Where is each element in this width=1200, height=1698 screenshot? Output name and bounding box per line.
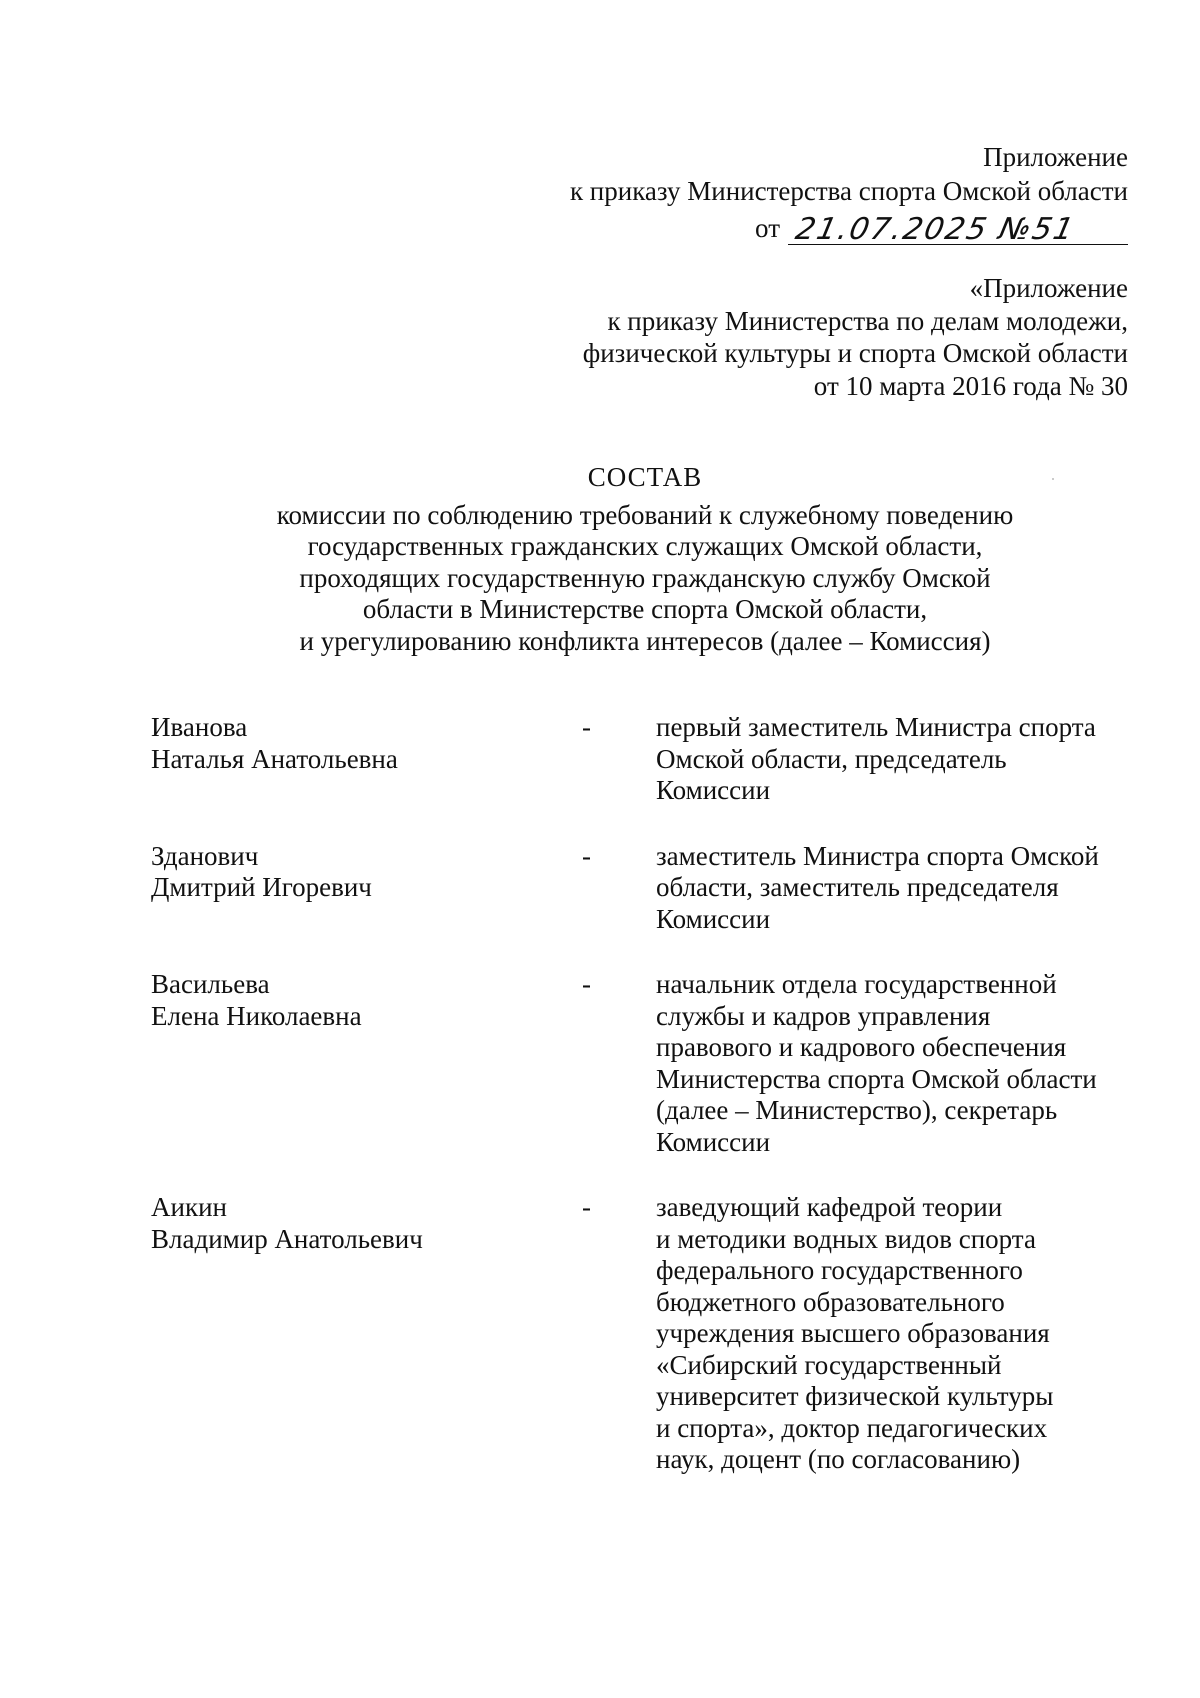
appendix-label: Приложение [983, 142, 1128, 172]
prior-appendix-line: физической культуры и спорта Омской области [582, 338, 1128, 368]
role-line: правового и кадрового обеспечения [656, 1032, 1067, 1062]
role-line: бюджетного образовательного [656, 1286, 1005, 1317]
appendix-order-ref: к приказу Министерства спорта Омской области [569, 176, 1128, 206]
role-line: начальник отдела государственной [656, 969, 1057, 999]
prior-appendix-line: от 10 марта 2016 года № 30 [813, 370, 1128, 401]
title-main: СОСТАВ [587, 462, 703, 492]
role-line: и спорта», доктор педагогических [656, 1412, 1048, 1443]
member-role [656, 1192, 1131, 1476]
member-name [151, 841, 551, 904]
title-line: области в Министерстве спорта Омской области, [362, 594, 928, 624]
title-line: государственных гражданских служащих Омской области, [307, 531, 983, 561]
member-dash: - [582, 840, 591, 871]
member-given-names: Дмитрий Игоревич [151, 872, 372, 902]
prior-appendix-header [583, 272, 1128, 402]
role-line: наук, доцент (по согласованию) [656, 1444, 1021, 1474]
member-entry [151, 969, 1131, 1158]
member-entry [151, 1192, 1131, 1476]
members-list [151, 712, 1131, 1510]
member-role [656, 969, 1131, 1158]
prior-appendix-line: «Приложение [969, 273, 1128, 303]
role-line: Комиссии [656, 775, 771, 805]
role-line: Комиссии [656, 1126, 771, 1157]
role-line: Министерства спорта Омской области [656, 1063, 1097, 1094]
role-line: (далее – Министерство), секретарь [656, 1095, 1058, 1125]
member-name [151, 712, 551, 775]
member-entry [151, 841, 1131, 936]
member-name [151, 969, 551, 1032]
member-given-names: Елена Николаевна [151, 1000, 362, 1031]
member-surname: Зданович [151, 840, 259, 871]
member-name [151, 1192, 551, 1255]
role-line: учреждения высшего образования [656, 1318, 1050, 1348]
document-title [0, 462, 1200, 657]
member-role [656, 841, 1131, 936]
role-line: области, заместитель председателя [656, 872, 1059, 902]
appendix-date-line [570, 210, 1128, 245]
appendix-header [570, 140, 1128, 245]
role-line: Омской области, председатель [656, 743, 1007, 774]
title-line: проходящих государственную гражданскую службу Омской [299, 562, 991, 593]
role-line: университет физической культуры [656, 1381, 1054, 1411]
role-line: заведующий кафедрой теории [656, 1192, 1003, 1222]
role-line: федерального государственного [656, 1255, 1023, 1285]
role-line: Комиссии [656, 903, 771, 934]
member-given-names: Владимир Анатольевич [151, 1223, 423, 1254]
title-line: и урегулированию конфликта интересов (далее – Комиссия) [299, 625, 991, 656]
handwritten-date-number: 21.07.2025 №51 [792, 212, 1079, 247]
member-surname: Аикин [151, 1192, 227, 1222]
member-role [656, 712, 1131, 807]
prior-appendix-line: к приказу Министерства по делам молодежи, [607, 305, 1128, 336]
date-field [788, 210, 1128, 245]
role-line: первый заместитель Министра спорта [656, 712, 1096, 742]
member-given-names: Наталья Анатольевна [151, 743, 398, 774]
title-line: комиссии по соблюдению требований к служебному поведению [276, 499, 1014, 530]
member-dash: - [582, 969, 591, 999]
member-surname: Васильева [151, 969, 270, 999]
role-line: и методики водных видов спорта [656, 1223, 1036, 1254]
member-dash: - [582, 1192, 591, 1222]
member-entry [151, 712, 1131, 807]
role-line: заместитель Министра спорта Омской [656, 840, 1099, 871]
role-line: «Сибирский государственный [656, 1349, 1002, 1380]
date-prefix: от [755, 213, 780, 243]
member-dash: - [582, 712, 591, 742]
member-surname: Иванова [151, 712, 248, 742]
role-line: службы и кадров управления [656, 1000, 991, 1031]
